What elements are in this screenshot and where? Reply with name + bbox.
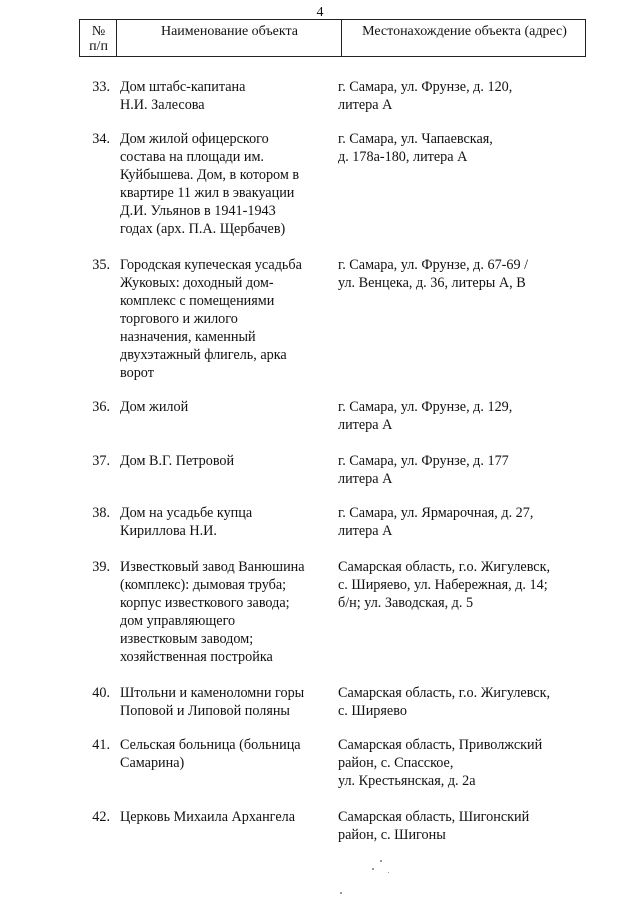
object-address-line: литера А [338,523,393,539]
object-name-line: Известковый завод Ванюшина [120,559,305,575]
object-address-line: г. Самара, ул. Фрунзе, д. 177 [338,453,509,469]
object-address [338,78,578,114]
object-address-line: с. Ширяево [338,703,407,719]
object-name [120,130,330,238]
object-name-line: Н.И. Залесова [120,97,205,113]
object-name-line: (комплекс): дымовая труба; [120,577,287,593]
row-number: 40. [92,685,110,701]
header-num-line2: п/п [89,39,108,54]
object-name [120,736,330,772]
object-name-line: Д.И. Ульянов в 1941-1943 [120,203,276,219]
object-name-line: Дом В.Г. Петровой [120,453,235,469]
object-address-line: Самарская область, г.о. Жигулевск, [338,685,551,701]
object-address-line: Самарская область, г.о. Жигулевск, [338,559,551,575]
object-address-line: б/н; ул. Заводская, д. 5 [338,595,474,611]
object-name [120,398,330,416]
object-address-line: ул. Крестьянская, д. 2а [338,773,476,789]
row-number: 34. [92,131,110,147]
object-name [120,558,330,666]
row-number: 39. [92,559,110,575]
object-address-line: район, с. Шигоны [338,827,446,843]
scan-speck [388,872,389,873]
object-name-line: Штольни и каменоломни горы [120,685,305,701]
row-number: 38. [92,505,110,521]
object-address [338,558,578,612]
object-address-line: район, с. Спасское, [338,755,454,771]
object-name [120,684,330,720]
object-name-line: Сельская больница (больница [120,737,301,753]
object-address-line: г. Самара, ул. Чапаевская, [338,131,493,147]
object-address-line: литера А [338,471,393,487]
object-name-line: двухэтажный флигель, арка [120,347,287,363]
row-number: 36. [92,399,110,415]
row-number: 37. [92,453,110,469]
row-number: 33. [92,79,110,95]
header-num-cell [80,20,117,56]
object-address-line: литера А [338,97,393,113]
object-address-line: г. Самара, ул. Фрунзе, д. 129, [338,399,513,415]
object-address-line: литера А [338,417,393,433]
object-name-line: Кириллова Н.И. [120,523,217,539]
object-address-line: Самарская область, Приволжский [338,737,543,753]
scan-speck [380,860,382,862]
object-address [338,684,578,720]
object-name-line: Дом на усадьбе купца [120,505,253,521]
object-address [338,452,578,488]
object-address [338,504,578,540]
object-address-line: ул. Венцека, д. 36, литеры А, В [338,275,526,291]
object-address [338,130,578,166]
row-number: 41. [92,737,110,753]
object-name-line: квартире 11 жил в эвакуации [120,185,295,201]
object-name-line: Самарина) [120,755,185,771]
object-name-line: Жуковых: доходный дом- [120,275,274,291]
header-name: Наименование объекта [160,24,299,39]
object-name-line: комплекс с помещениями [120,293,275,309]
object-name-line: корпус известкового завода; [120,595,290,611]
object-name-line: хозяйственная постройка [120,649,273,665]
row-number: 42. [92,809,110,825]
object-name-line: годах (арх. П.А. Щербачев) [120,221,286,237]
object-address [338,808,578,844]
object-name-line: Дом штабс-капитана [120,79,246,95]
object-name-line: Городская купеческая усадьба [120,257,302,273]
object-address-line: Самарская область, Шигонский [338,809,530,825]
object-address-line: г. Самара, ул. Фрунзе, д. 120, [338,79,513,95]
header-address: Местонахождение объекта (адрес) [362,24,567,39]
object-address-line: д. 178а-180, литера А [338,149,468,165]
header-num [80,24,117,54]
object-address-line: г. Самара, ул. Ярмарочная, д. 27, [338,505,534,521]
row-number: 35. [92,257,110,273]
object-name-line: Куйбышева. Дом, в котором в [120,167,300,183]
object-name [120,256,330,382]
object-name-line: торгового и жилого [120,311,238,327]
object-name [120,808,330,826]
object-name-line: Церковь Михаила Архангела [120,809,295,825]
object-name-line: известковым заводом; [120,631,254,647]
object-name-line: дом управляющего [120,613,236,629]
object-name-line: Поповой и Липовой поляны [120,703,290,719]
object-name-line: Дом жилой [120,399,189,415]
header-address-cell [342,20,587,56]
object-name-line: состава на площади им. [120,149,264,165]
object-name [120,452,330,470]
object-address [338,398,578,434]
header-num-line1: № [91,24,106,39]
object-address [338,736,578,790]
scan-speck [372,868,374,870]
object-name-line: назначения, каменный [120,329,256,345]
object-address-line: г. Самара, ул. Фрунзе, д. 67-69 / [338,257,529,273]
scan-speck [340,892,342,894]
table-header [79,19,586,57]
object-name [120,78,330,114]
object-address-line: с. Ширяево, ул. Набережная, д. 14; [338,577,548,593]
object-name-line: ворот [120,365,154,381]
page-number: 4 [316,5,324,20]
object-name-line: Дом жилой офицерского [120,131,269,147]
header-name-cell [117,20,342,56]
object-name [120,504,330,540]
object-address [338,256,578,292]
